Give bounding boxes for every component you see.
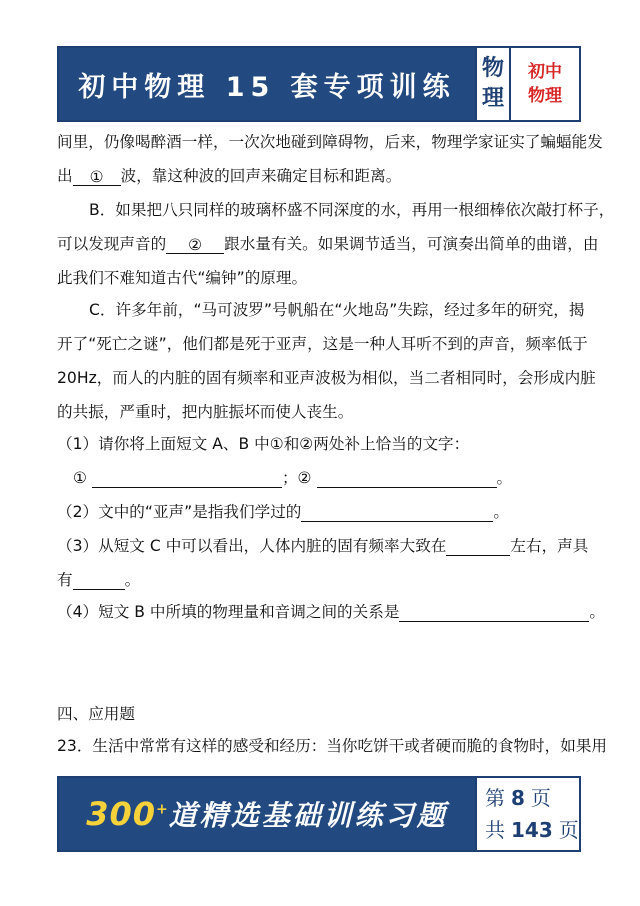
text-span: （2）文中的“亚声”是指我们学过的 bbox=[57, 503, 302, 521]
page-indicator bbox=[475, 778, 579, 850]
text-span: 。 bbox=[124, 571, 141, 589]
text-span: 波，靠这种波的回声来确定目标和距离。 bbox=[120, 167, 402, 185]
text-line: C．许多年前，“马可波罗”号帆船在“火地岛”失踪，经过多年的研究，揭 bbox=[89, 301, 585, 319]
text-span: 可以发现声音的 bbox=[57, 235, 167, 253]
total-pages bbox=[485, 814, 579, 846]
text-span: （3）从短文 C 中可以看出，人体内脏的固有频率大致在 bbox=[57, 537, 447, 555]
text-line bbox=[57, 234, 598, 254]
page-label: 共 bbox=[485, 818, 505, 842]
badge-line-1: 初中 bbox=[528, 62, 562, 82]
footer-banner bbox=[57, 776, 581, 852]
text-span: 左右，声具 bbox=[510, 537, 589, 555]
badge-line-2: 物理 bbox=[528, 86, 562, 106]
page-label: 第 bbox=[485, 786, 505, 810]
question-3 bbox=[57, 536, 588, 556]
answer-blank-6[interactable] bbox=[399, 603, 589, 622]
footer-title bbox=[59, 778, 475, 850]
current-page bbox=[485, 782, 579, 814]
question-2 bbox=[57, 502, 509, 522]
header-subject bbox=[475, 48, 511, 120]
text-line: 20Hz，而人的内脏的固有频率和亚声波极为相似，当二者相同时，会形成内脏 bbox=[57, 369, 596, 387]
page-label: 页 bbox=[558, 818, 579, 842]
answer-blank-4[interactable] bbox=[446, 537, 510, 556]
header-title: 初中物理 15 套专项训练 bbox=[59, 48, 475, 120]
text-span: 。 bbox=[589, 603, 606, 621]
section-heading: 四、应用题 bbox=[57, 705, 135, 723]
text-span: 。 bbox=[496, 469, 513, 487]
subject-char-2: 理 bbox=[481, 86, 504, 111]
highlight-sup: + bbox=[156, 801, 169, 818]
fill-blank-1: ① bbox=[73, 167, 121, 186]
highlight-number: 300 bbox=[86, 795, 157, 833]
header-badge bbox=[511, 48, 579, 120]
page-current-number: 8 bbox=[511, 786, 525, 810]
answer-separator: ；② bbox=[281, 469, 312, 487]
answer-blank-2[interactable] bbox=[317, 469, 497, 488]
subject-char-1: 物 bbox=[481, 56, 504, 81]
text-line: 此我们不难知道古代“编钟”的原理。 bbox=[57, 269, 308, 287]
footer-title-text: 道精选基础训练习题 bbox=[168, 799, 448, 832]
text-line: B．如果把八只同样的玻璃杯盛不同深度的水，再用一根细棒依次敲打杯子， bbox=[89, 201, 615, 219]
fill-blank-2: ② bbox=[166, 235, 224, 254]
header-banner bbox=[57, 46, 581, 122]
text-line bbox=[57, 166, 401, 186]
question-1-answer-line bbox=[73, 468, 512, 488]
page-total-number: 143 bbox=[511, 818, 553, 842]
question-23: 23．生活中常常有这样的感受和经历：当你吃饼干或者硬而脆的食物时，如果用 bbox=[57, 737, 608, 755]
page-label: 页 bbox=[530, 786, 551, 810]
question-3-cont bbox=[57, 570, 140, 590]
text-span: 有 bbox=[57, 571, 73, 589]
text-span: 。 bbox=[493, 503, 510, 521]
answer-marker-1: ① bbox=[73, 469, 87, 487]
text-line: 开了“死亡之谜”，他们都是死于亚声，这是一种人耳听不到的声音，频率低于 bbox=[57, 335, 588, 353]
text-span: （4）短文 B 中所填的物理量和音调之间的关系是 bbox=[57, 603, 400, 621]
answer-blank-1[interactable] bbox=[92, 469, 282, 488]
text-line: 的共振，严重时，把内脏振坏而使人丧生。 bbox=[57, 403, 354, 421]
footer-highlight bbox=[86, 795, 169, 833]
text-line: 间里，仍像喝醉酒一样，一次次地碰到障碍物，后来，物理学家证实了蝙蝠能发 bbox=[57, 133, 603, 151]
answer-blank-3[interactable] bbox=[301, 503, 493, 522]
text-span: 跟水量有关。如果调节适当，可演奏出简单的曲谱，由 bbox=[224, 235, 599, 253]
question-4 bbox=[57, 602, 605, 622]
question-1: （1）请你将上面短文 A、B 中①和②两处补上恰当的文字： bbox=[57, 435, 470, 453]
text-span: 出 bbox=[57, 167, 73, 185]
answer-blank-5[interactable] bbox=[73, 571, 125, 590]
